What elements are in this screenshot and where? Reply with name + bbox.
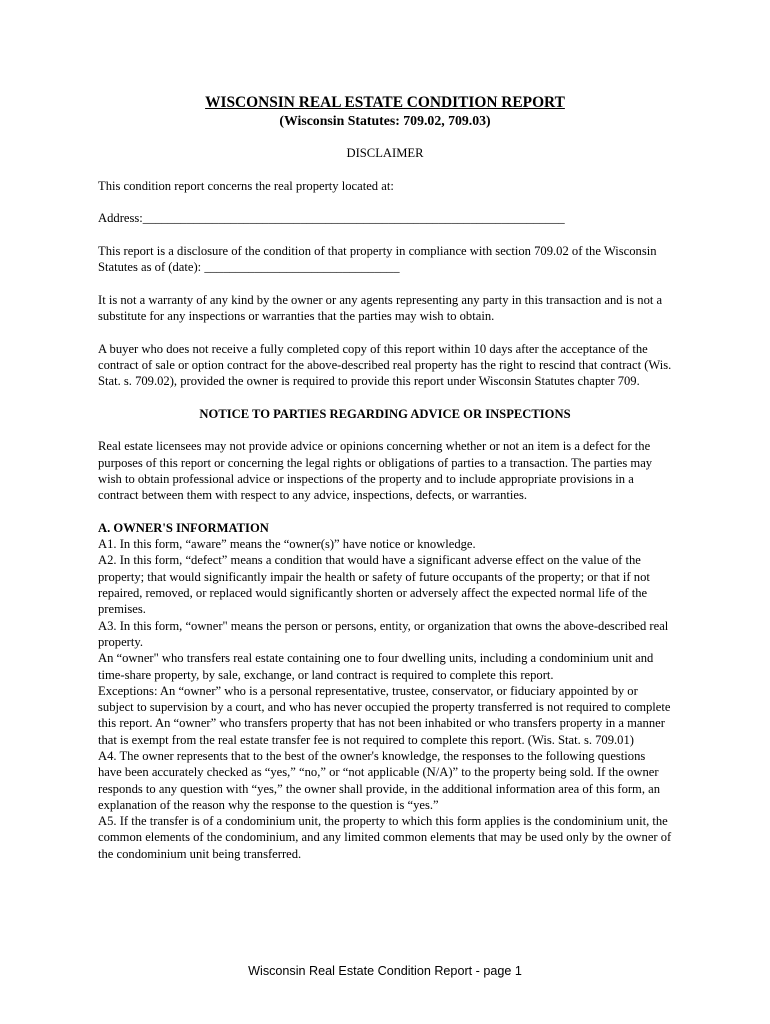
rescind-paragraph: A buyer who does not receive a fully completed copy of this report within 10 days after the acceptance of the contract of sale or option contract for the above-described real property has the right to rescind that contract (Wis. Stat. s. 709.02), provided the owner is required to provide this report under Wisconsin Statutes chapter 709.: [98, 341, 672, 389]
owner-info-a3: A3. In this form, “owner" means the person or persons, entity, or organization that owns the above-described real property.: [98, 618, 669, 649]
page-footer: Wisconsin Real Estate Condition Report - page 1: [248, 964, 522, 978]
notice-paragraph: Real estate licensees may not provide advice or opinions concerning whether or not an item is a defect for the purposes of this report or concerning the legal rights or obligations of parties to a transaction. The parties may wish to obtain professional advice or inspections of the property and to include appropriate provisions in a contract between them with respect to any advice, inspections, defects, or warranties.: [98, 439, 653, 503]
owner-info-a4: A4. The owner represents that to the best of the owner's knowledge, the responses to the following questions have been accurately checked as “yes,” “no,” or “not applicable (N/A)” to the property being sold. If the owner responds to any question with “yes,” the owner shall provide, in the additional information area of this form, an explanation of the reason why the response to the question is “yes.”: [98, 748, 661, 812]
disclaimer-heading: DISCLAIMER: [346, 146, 424, 160]
address-line: Address:___________________________________________________________________: [98, 211, 565, 226]
document-page: [98, 94, 672, 862]
owner-info-a3-owner: An “owner" who transfers real estate containing one to four dwelling units, including a condominium unit and time-share property, by sale, exchange, or land contract is required to complete this report.: [98, 651, 654, 682]
owner-info-a1: A1. In this form, “aware” means the “owner(s)” have notice or knowledge.: [98, 537, 476, 552]
owner-info-a5: A5. If the transfer is of a condominium unit, the property to which this form applies is the condominium unit, the common elements of the condominium, and any limited common elements that may be used only by the owner of the condominium unit being transferred.: [98, 814, 672, 861]
property-line: This condition report concerns the real property located at:: [98, 178, 394, 193]
disclosure-paragraph: This report is a disclosure of the condition of that property in compliance with section 709.02 of the Wisconsin Statutes as of (date): _______________________________: [98, 243, 657, 275]
document-title: WISCONSIN REAL ESTATE CONDITION REPORT: [205, 94, 565, 111]
warranty-paragraph: It is not a warranty of any kind by the owner or any agents representing any party in this transaction and is not a substitute for any inspections or warranties that the parties may wish to obtain.: [98, 292, 663, 323]
owner-info-a2: A2. In this form, “defect” means a condition that would have a significant adverse effect on the value of the property; that would significantly impair the health or safety of future occupants of the property; or that if not repaired, removed, or replaced would significantly shorten or adversely affect the expected normal life of the premises.: [98, 553, 650, 617]
notice-heading: NOTICE TO PARTIES REGARDING ADVICE OR INSPECTIONS: [199, 406, 571, 421]
owner-info-a3-exceptions: Exceptions: An “owner” who is a personal representative, trustee, conservator, or fiduciary appointed by or subject to supervision by a court, and who has never occupied the property transferred is not required to complete this report. An “owner” who transfers property that has not been inhabited or who transfers property in a manner that is exempt from the real estate transfer fee is not required to complete this report. (Wis. Stat. s. 709.01): [98, 683, 671, 747]
document-subtitle: (Wisconsin Statutes: 709.02, 709.03): [279, 113, 491, 128]
owner-info-heading: A. OWNER'S INFORMATION: [98, 520, 269, 535]
